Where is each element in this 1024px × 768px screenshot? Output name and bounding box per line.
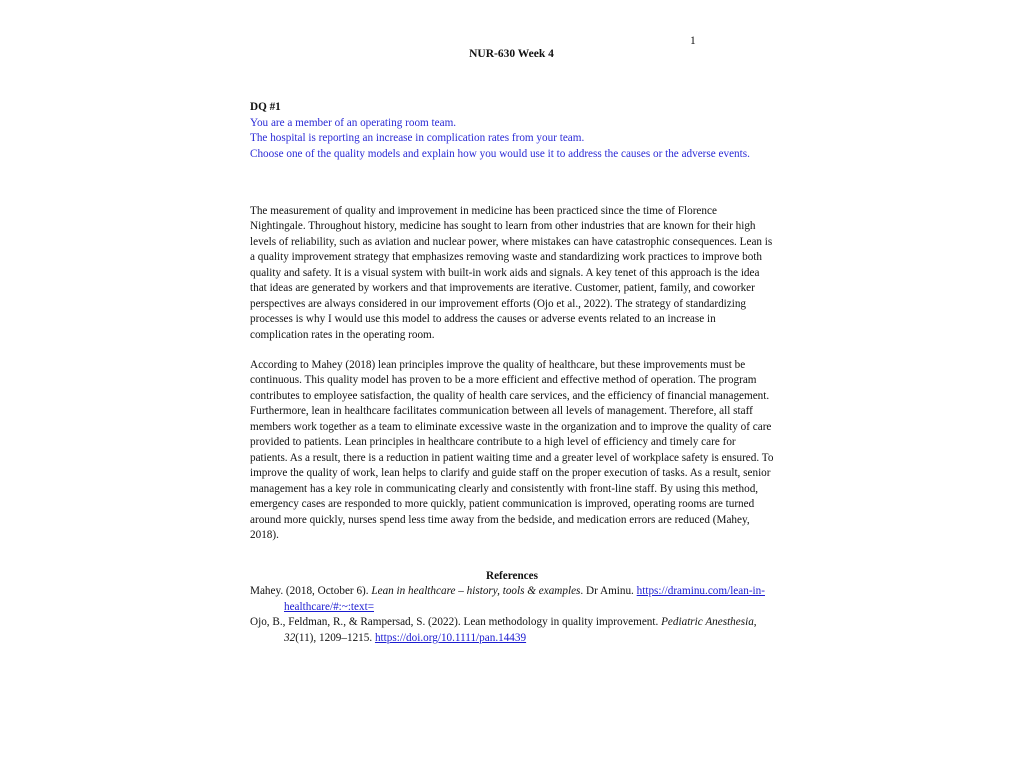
reference-text: Ojo, B., Feldman, R., & Rampersad, S. (2022). Lean methodology in quality improvement. <box>250 616 662 629</box>
reference-title: Lean in healthcare – history, tools & examples <box>371 585 581 598</box>
references-heading: References <box>486 570 538 582</box>
references-section <box>250 569 774 646</box>
reference-volume: 32 <box>284 631 296 644</box>
reference-entry <box>250 615 774 646</box>
reference-journal: Pediatric Anesthesia <box>661 616 754 629</box>
reference-link[interactable]: https://draminu.com/lean-in-healthcare/#:~:text= <box>284 585 765 613</box>
reference-text: Mahey. (2018, October 6). <box>250 585 372 598</box>
reference-text: , <box>753 616 757 629</box>
dq-line: The hospital is reporting an increase in complication rates from your team. <box>250 132 585 144</box>
reference-text: . Dr Aminu. <box>580 585 637 598</box>
dq-heading: DQ #1 <box>250 101 281 113</box>
reference-entry <box>250 584 774 615</box>
reference-link[interactable]: https://doi.org/10.1111/pan.14439 <box>374 631 527 644</box>
body-paragraph-1: The measurement of quality and improvement in medicine has been practiced since the time of Florence Nightingale. Throughout history, medicine has sought to learn from other industries that are known for their high levels of reliability, such as aviation and nuclear power, where mistakes can have catastrophic consequences. Lean is a quality improvement strategy that emphasizes removing waste and standardizing work practices to improve both quality and safety. It is a visual system with built-in work aids and signals. A key tenet of this approach is the idea that ideas are generated by workers and that improvements are iterative. Customer, patient, family, and coworker perspectives are always considered in our improvement efforts (Ojo et al., 2022). The strategy of standardizing processes is why I would use this model to address the causes or adverse events related to an increase in complication rates in the operating room. <box>250 205 773 341</box>
discussion-question <box>250 100 790 162</box>
body-paragraph-2: According to Mahey (2018) lean principles improve the quality of healthcare, but these improvements must be continuous. This quality model has proven to be a more efficient and effective method of operation. The program contributes to employee satisfaction, the quality of health care services, and the efficiency of financial management. Furthermore, lean in healthcare facilitates communication between all levels of management. Therefore, all staff members work together as a team to eliminate excessive waste in the organization and to improve the quality of care provided to patients. Lean principles in healthcare contribute to a high level of efficiency and timely care for patients. As a result, there is a reduction in patient waiting time and a greater level of workplace safety is ensured. To improve the quality of work, lean helps to clarify and guide staff on the proper execution of tasks. As a result, senior management has a key role in communicating clearly and consistently with front-line staff. By using this method, emergency cases are responded to more quickly, patient communication is improved, operating rooms are turned around more quickly, nurses spend less time away from the bedside, and medication errors are reduced (Mahey, 2018). <box>250 359 774 541</box>
page-number: 1 <box>690 35 696 47</box>
dq-line: Choose one of the quality models and explain how you would use it to address the causes or the adverse events. <box>250 147 750 160</box>
document-title: NUR-630 Week 4 <box>469 48 554 60</box>
dq-line: You are a member of an operating room team. <box>250 116 457 129</box>
reference-text: (11), 1209–1215. <box>295 631 375 644</box>
